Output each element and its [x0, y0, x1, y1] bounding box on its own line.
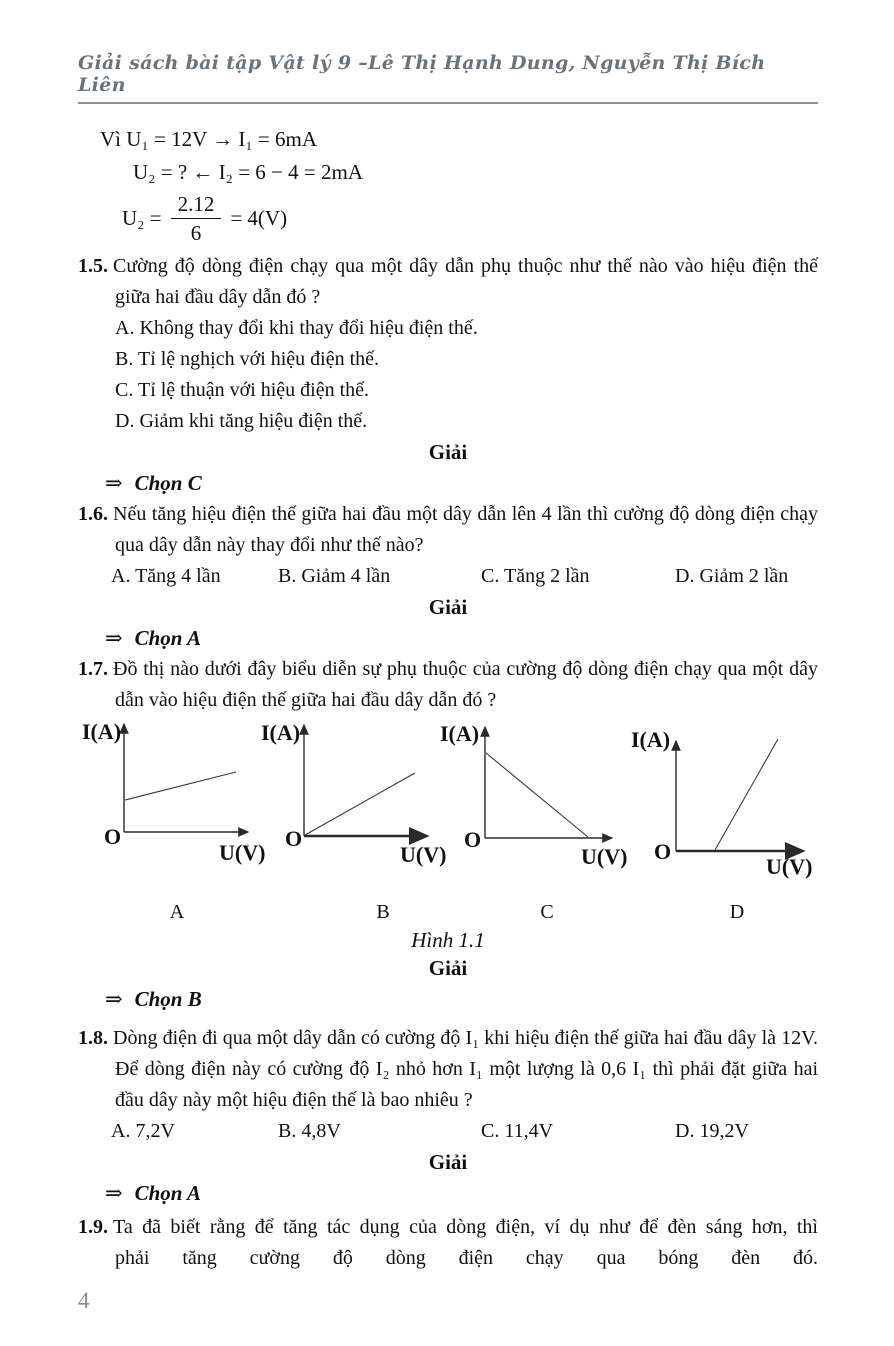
- graph-c: [440, 721, 627, 869]
- question-1-5: [78, 251, 818, 313]
- solution-math-block: [78, 126, 818, 245]
- fraction-numerator: 2.12: [171, 192, 222, 219]
- graph-letter-d: D: [729, 901, 745, 923]
- graph-d-ylabel: I(A): [631, 727, 671, 752]
- question-number: 1.9.: [78, 1216, 108, 1238]
- giai-heading: Giải: [428, 956, 468, 980]
- graph-b: [261, 720, 446, 867]
- graph-d-origin-label: O: [654, 839, 672, 864]
- graph-a-ylabel: I(A): [82, 719, 122, 744]
- double-arrow-icon: ⇒: [105, 1181, 123, 1205]
- question-text: Cường độ dòng điện chạy qua một dây dẫn phụ thuộc như thế nào vào hiệu điện thế giữa hai đầu dây dẫn đó ?: [113, 255, 818, 308]
- page-number: 4: [78, 1288, 90, 1313]
- question-text: Ta đã biết rằng để tăng tác dụng của dòng điện, ví dụ như để đèn sáng hơn, thì phải tăng cường độ dòng điện chạy qua bóng đèn đó.: [113, 1216, 818, 1269]
- math-fraction-line: [122, 191, 818, 245]
- fraction: [171, 192, 222, 245]
- giai-heading: Giải: [428, 440, 468, 464]
- graph-b-ylabel: I(A): [261, 720, 301, 745]
- option-c: C. Tỉ lệ thuận với hiệu điện thế.: [115, 379, 370, 401]
- graph-letters-row: [78, 899, 818, 925]
- question-text: Nếu tăng hiệu điện thế giữa hai đầu một dây dẫn lên 4 lần thì cường độ dòng điện chạy qua dây dẫn này thay đổi như thế nào?: [113, 503, 818, 556]
- option-c: C. 11,4V: [481, 1120, 554, 1142]
- answer-label: Chọn B: [134, 987, 202, 1011]
- answer-label: Chọn A: [134, 626, 201, 650]
- header-rule: [78, 102, 818, 104]
- question-number: 1.5.: [78, 255, 108, 277]
- graph-c-origin-label: O: [464, 827, 482, 852]
- option-d: D. Giảm khi tăng hiệu điện thế.: [115, 410, 368, 432]
- question-number: 1.8.: [78, 1027, 108, 1049]
- answer-1-7: [78, 984, 818, 1015]
- fraction-lhs: U₂ =: [122, 205, 162, 230]
- answer-1-8: [78, 1178, 818, 1209]
- double-arrow-icon: ⇒: [105, 471, 123, 495]
- option-d: D. 19,2V: [675, 1120, 749, 1142]
- graph-letter-c: C: [540, 901, 554, 923]
- question-1-6: [78, 499, 818, 561]
- math-line: Vì U₁ = 12V → I₁ = 6mA: [100, 127, 318, 151]
- options-row-1-6: [78, 561, 818, 592]
- page-header-title: Giải sách bài tập Vật lý 9 –Lê Thị Hạnh Dung, Nguyễn Thị Bích Liên: [78, 52, 766, 96]
- graph-d-xlabel: U(V): [766, 854, 813, 879]
- graph-b-xlabel: U(V): [400, 842, 447, 867]
- option-b: B. Giảm 4 lần: [278, 565, 391, 587]
- graph-a-xlabel: U(V): [219, 840, 266, 865]
- graph-c-xlabel: U(V): [581, 844, 628, 869]
- figure-caption: Hình 1.1: [411, 928, 485, 952]
- fraction-rhs: = 4(V): [230, 205, 288, 230]
- double-arrow-icon: ⇒: [105, 987, 123, 1011]
- graph-letter-b: B: [376, 901, 390, 923]
- giai-heading: Giải: [428, 1150, 468, 1174]
- question-number: 1.7.: [78, 658, 108, 680]
- graph-a-origin-label: O: [104, 824, 122, 849]
- question-text: Đồ thị nào dưới đây biểu diễn sự phụ thuộc của cường độ dòng điện chạy qua một dây dẫn vào hiệu điện thế giữa hai đầu dây dẫn đó ?: [113, 658, 818, 711]
- option-b: B. 4,8V: [278, 1120, 341, 1142]
- graph-c-ylabel: I(A): [440, 721, 480, 746]
- option-c: C. Tăng 2 lần: [481, 565, 590, 587]
- double-arrow-icon: ⇒: [105, 626, 123, 650]
- option-a: A. 7,2V: [111, 1120, 175, 1142]
- option-a: A. Tăng 4 lần: [111, 565, 221, 587]
- answer-label: Chọn C: [134, 471, 202, 495]
- question-text: Dòng điện đi qua một dây dẫn có cường độ I₁ khi hiệu điện thế giữa hai đầu dây là 12V. Để dòng điện này có cường độ I₂ nhỏ hơn I₁ một lượng là 0,6 I₁ thì phải đặt giữa hai đầu dây này một hiệu điện thế là bao nhiêu ?: [113, 1027, 818, 1111]
- option-a: A. Không thay đổi khi thay đổi hiệu điện thế.: [115, 317, 478, 339]
- graph-d: [631, 727, 812, 879]
- answer-1-6: [78, 623, 818, 654]
- options-row-1-8: [78, 1116, 818, 1147]
- fraction-denominator: 6: [190, 220, 202, 245]
- question-1-8: [78, 1023, 818, 1116]
- option-d: D. Giảm 2 lần: [675, 565, 789, 587]
- giai-heading: Giải: [428, 595, 468, 619]
- figure-graphs: [0, 716, 894, 886]
- answer-1-5: [78, 468, 818, 499]
- question-number: 1.6.: [78, 503, 108, 525]
- question-1-7: [78, 654, 818, 716]
- graph-a: [82, 719, 265, 865]
- math-line: U₂ = ? ← I₂ = 6 − 4 = 2mA: [133, 160, 363, 184]
- question-1-9: [78, 1212, 818, 1274]
- graph-b-origin-label: O: [285, 826, 303, 851]
- graph-letter-a: A: [169, 901, 185, 923]
- answer-label: Chọn A: [134, 1181, 201, 1205]
- option-b: B. Tỉ lệ nghịch với hiệu điện thế.: [115, 348, 380, 370]
